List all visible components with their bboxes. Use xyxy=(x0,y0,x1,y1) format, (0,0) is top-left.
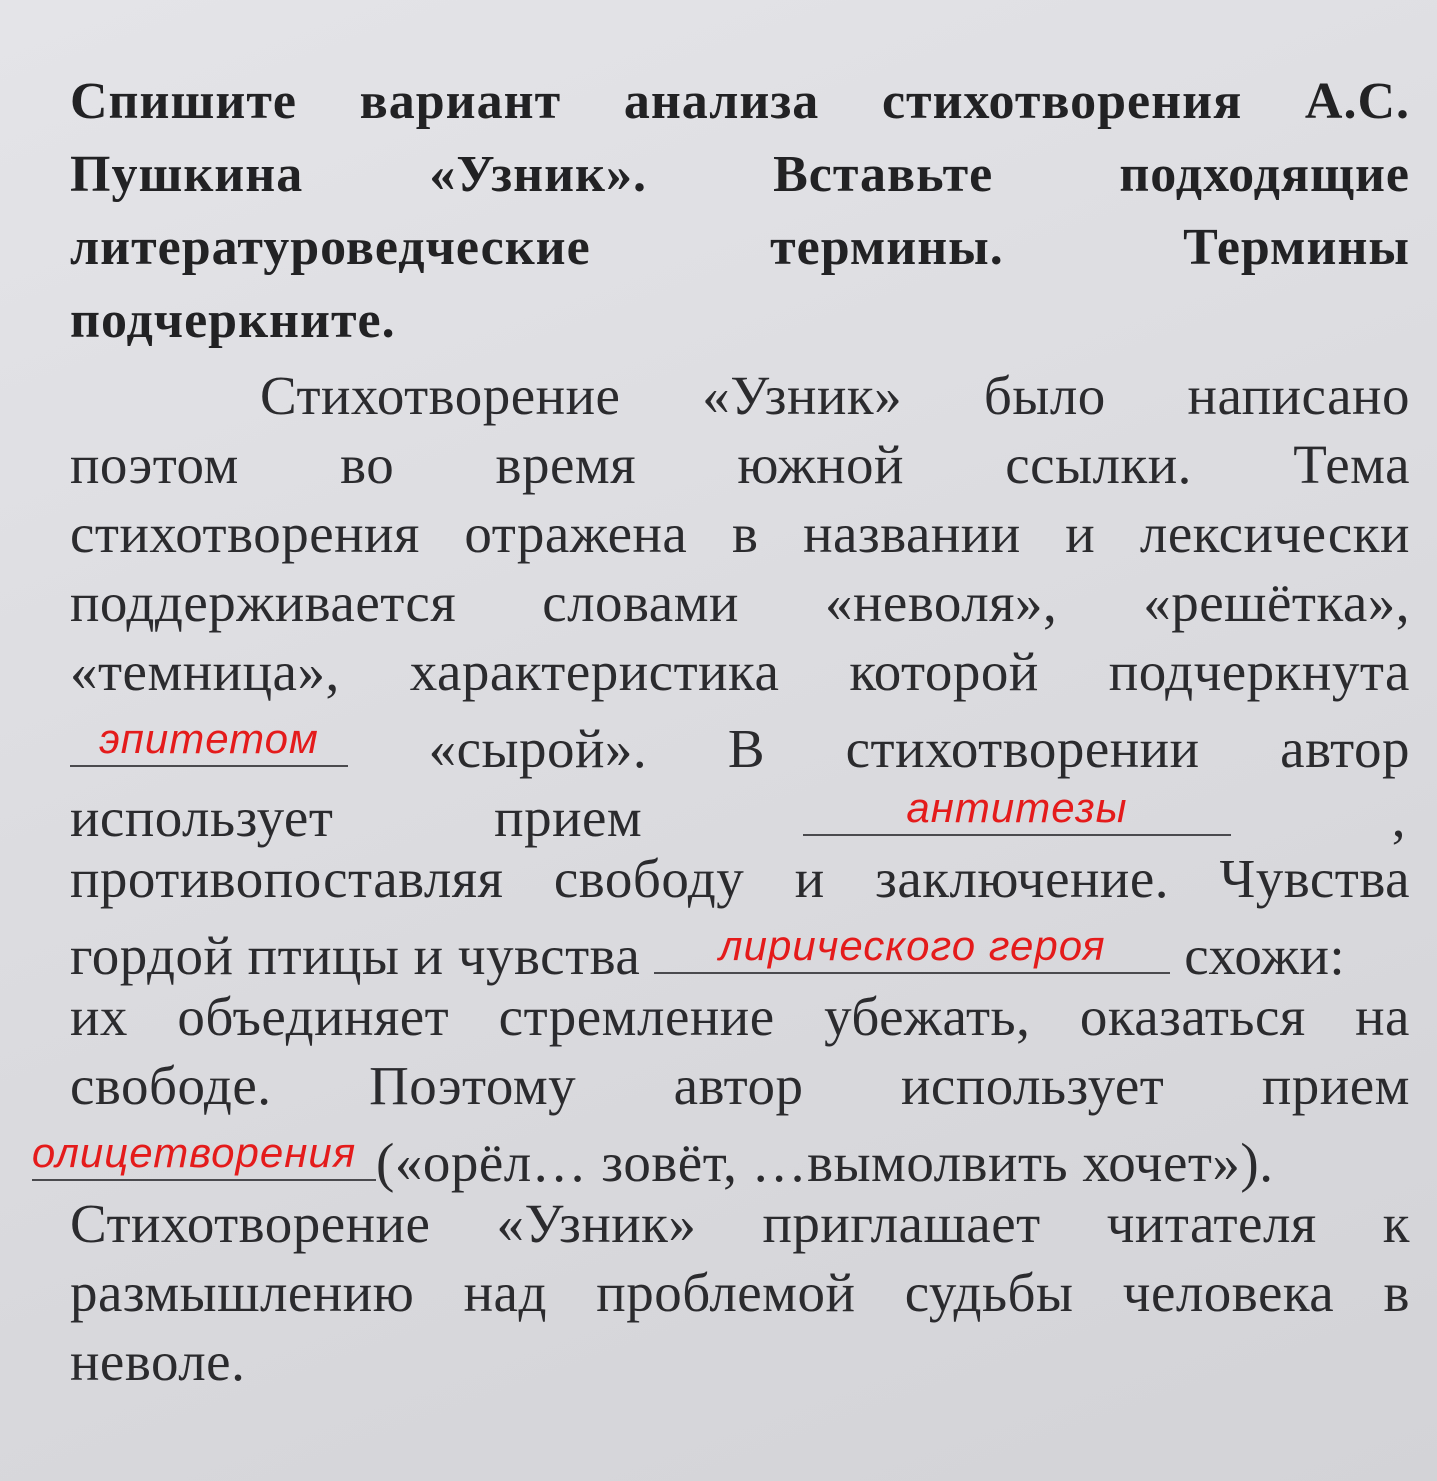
text-word: «Узник» xyxy=(702,365,903,426)
worksheet-page xyxy=(31,72,1410,1399)
text-word: стихотворении xyxy=(845,718,1200,779)
handwritten-answer-lyric-hero: лирического героя xyxy=(718,922,1106,969)
text-word: оказаться xyxy=(1079,986,1306,1047)
text-word: человека xyxy=(1122,1262,1335,1323)
task-word: Термины xyxy=(1183,219,1410,276)
text-word: «сырой». xyxy=(428,718,648,779)
text-line xyxy=(70,778,1410,847)
text-word: и xyxy=(794,848,825,909)
task-word: Пушкина xyxy=(70,146,304,203)
text-word: стремление xyxy=(498,986,775,1047)
text-word: , xyxy=(1391,787,1406,848)
text-line xyxy=(70,985,1410,1054)
text-word: во xyxy=(340,434,395,495)
text-line xyxy=(70,1054,1410,1123)
task-instruction xyxy=(70,72,1410,364)
text-word: свободу xyxy=(553,848,745,909)
task-word: стихотворения xyxy=(881,73,1243,130)
text-word: объединяет xyxy=(177,986,450,1047)
text-word: «Узник» xyxy=(496,1193,697,1254)
text-word: словами xyxy=(542,572,739,633)
task-word: А.С. xyxy=(1304,73,1410,130)
answer-blank-antithesis[interactable] xyxy=(803,778,1231,836)
text-word: на xyxy=(1355,986,1410,1047)
text-word: читателя xyxy=(1106,1193,1317,1254)
text-word: использует xyxy=(70,787,334,848)
text-word: было xyxy=(983,365,1106,426)
task-word: анализа xyxy=(623,73,820,130)
text-word: к xyxy=(1382,1193,1410,1254)
text-fragment: схожи: xyxy=(1184,925,1346,986)
text-word: приглашает xyxy=(762,1193,1041,1254)
text-word: размышлению xyxy=(70,1262,415,1323)
task-word: «Узник». xyxy=(429,146,647,203)
text-word: лексически xyxy=(1139,503,1410,564)
text-word: в xyxy=(732,503,759,564)
text-word: «темница», xyxy=(70,641,340,702)
text-line xyxy=(70,916,1410,985)
text-word: отражена xyxy=(464,503,688,564)
text-line xyxy=(70,364,1410,433)
text-word: убежать, xyxy=(824,986,1031,1047)
text-line xyxy=(70,433,1410,502)
answer-blank-personification[interactable] xyxy=(32,1123,376,1181)
text-word: в xyxy=(1383,1262,1410,1323)
text-word: которой xyxy=(849,641,1039,702)
text-line xyxy=(70,502,1410,571)
text-word: поэтом xyxy=(70,434,239,495)
text-word: Тема xyxy=(1293,434,1410,495)
text-word: прием xyxy=(494,787,643,848)
text-word: заключение. xyxy=(875,848,1170,909)
text-word: В xyxy=(727,718,765,779)
task-word: Вставьте xyxy=(773,146,994,203)
handwritten-answer-antithesis: антитезы xyxy=(906,784,1128,831)
handwritten-answer-personification: олицетворения xyxy=(31,1129,357,1176)
text-word: проблемой xyxy=(596,1262,856,1323)
text-line xyxy=(70,571,1410,640)
text-line xyxy=(70,640,1410,709)
task-word: подходящие xyxy=(1119,146,1410,203)
text-word: Стихотворение xyxy=(260,365,621,426)
text-word: противопоставляя xyxy=(70,848,504,909)
text-word: использует xyxy=(900,1055,1165,1116)
text-word: Стихотворение xyxy=(70,1193,431,1254)
text-fragment: гордой птицы и чувства xyxy=(70,925,641,986)
text-word: прием xyxy=(1261,1055,1410,1116)
text-word: над xyxy=(463,1262,547,1323)
text-line xyxy=(70,847,1410,916)
text-word: и xyxy=(1065,503,1096,564)
task-line xyxy=(70,72,1410,145)
text-word: поддерживается xyxy=(70,572,457,633)
text-line xyxy=(70,1330,1410,1399)
text-word: свободе. xyxy=(70,1055,272,1116)
text-word: Чувства xyxy=(1219,848,1410,909)
task-line xyxy=(70,218,1410,291)
task-word: подчеркните. xyxy=(70,292,396,349)
text-word: автор xyxy=(673,1055,804,1116)
text-word: судьбы xyxy=(904,1262,1074,1323)
text-line xyxy=(31,1123,1410,1193)
text-word: характеристика xyxy=(409,641,780,702)
task-line xyxy=(70,291,1410,364)
task-word: Спишите xyxy=(70,73,297,130)
text-fragment: («орёл… зовёт, …вымолвить хочет»). xyxy=(376,1132,1274,1193)
text-word: названии xyxy=(803,503,1021,564)
text-word: «неволя», xyxy=(824,572,1058,633)
text-word: написано xyxy=(1187,365,1410,426)
task-line xyxy=(70,145,1410,218)
text-word: ссылки. xyxy=(1005,434,1192,495)
task-word: литературоведческие xyxy=(70,219,591,276)
answer-blank-epithet[interactable] xyxy=(70,709,348,767)
task-word: вариант xyxy=(359,73,562,130)
analysis-text xyxy=(31,364,1410,1399)
text-word: стихотворения xyxy=(70,503,420,564)
text-line xyxy=(70,1192,1410,1261)
text-line xyxy=(70,1261,1410,1330)
text-word: южной xyxy=(737,434,904,495)
text-word: подчеркнута xyxy=(1108,641,1410,702)
text-word: автор xyxy=(1280,718,1410,779)
text-word: «решётка», xyxy=(1143,572,1410,633)
text-word: время xyxy=(495,434,637,495)
answer-blank-lyric-hero[interactable] xyxy=(654,916,1170,974)
text-line xyxy=(70,709,1410,778)
text-word: их xyxy=(70,986,128,1047)
task-word: термины. xyxy=(770,219,1004,276)
handwritten-answer-epithet: эпитетом xyxy=(99,715,319,762)
text-word: Поэтому xyxy=(369,1055,577,1116)
text-word: неволе. xyxy=(70,1331,246,1392)
